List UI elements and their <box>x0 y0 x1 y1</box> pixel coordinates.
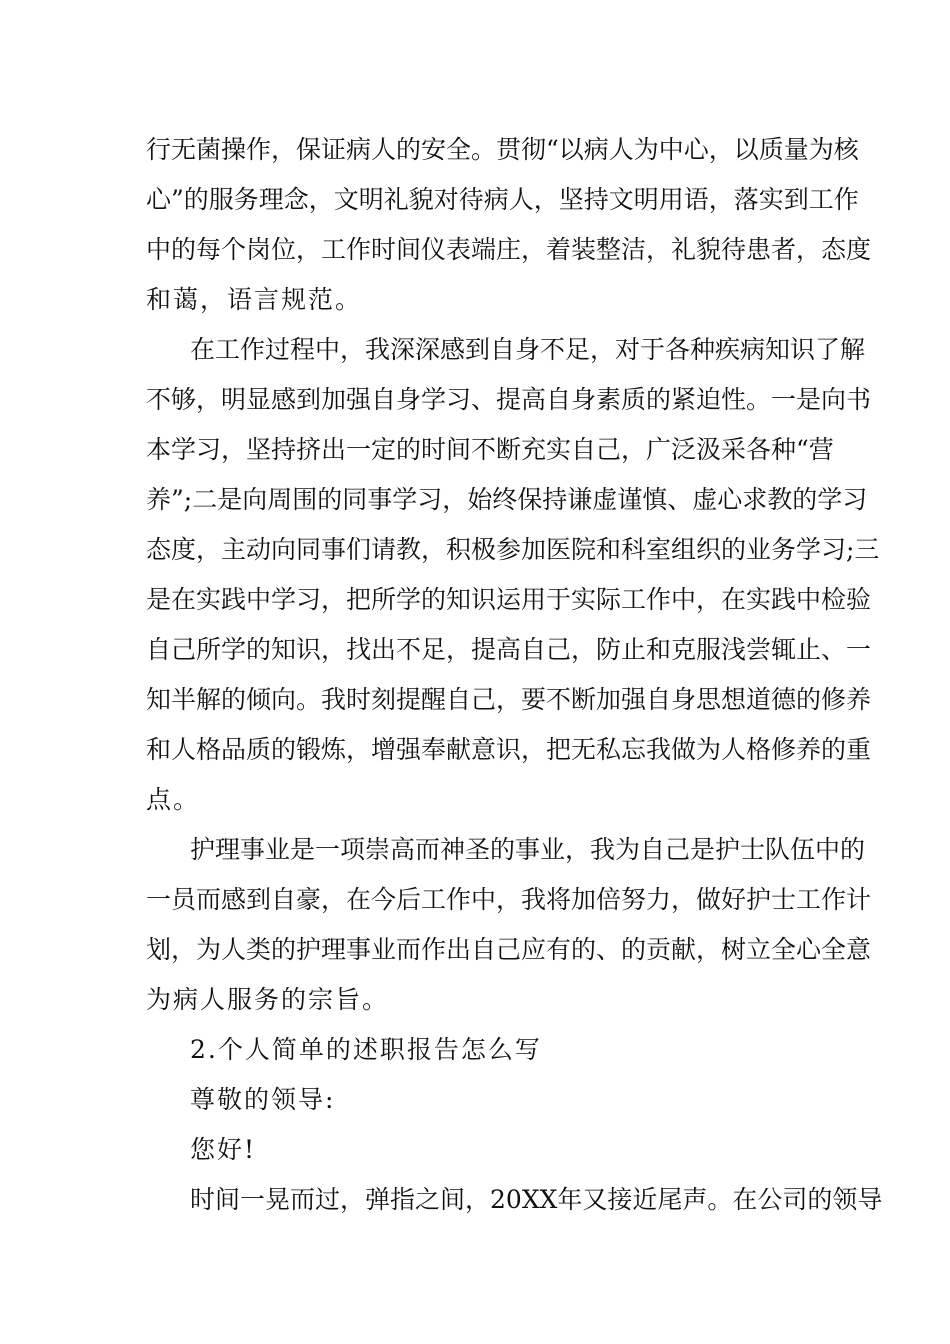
text-line: 一员而感到自豪，在今后工作中，我将加倍努力，做好护士工作计 <box>146 885 872 914</box>
text-line: 心”的服务理念，文明礼貌对待病人，坚持文明用语，落实到工作 <box>146 185 859 214</box>
section-heading: 2.个人简单的述职报告怎么写 <box>190 1035 542 1064</box>
text-line: 自己所学的知识，找出不足，提高自己，防止和克服浅尝辄止、一 <box>146 635 872 664</box>
text-line: 点。 <box>146 785 201 814</box>
text-line: 不够，明显感到加强自身学习、提高自身素质的紧迫性。一是向书 <box>146 385 872 414</box>
paragraph-first-line: 在工作过程中，我深深感到自身不足，对于各种疾病知识了解 <box>190 335 866 364</box>
text-line: 知半解的倾向。我时刻提醒自己，要不断加强自身思想道德的修养 <box>146 685 872 714</box>
text-line: 态度，主动向同事们请教，积极参加医院和科室组织的业务学习;三 <box>146 535 880 564</box>
text-line: 本学习，坚持挤出一定的时间不断充实自己，广泛汲采各种“营 <box>146 435 834 464</box>
text-line: 中的每个岗位，工作时间仪表端庄，着装整洁，礼貌待患者，态度 <box>146 235 872 264</box>
greeting: 您好! <box>190 1135 257 1164</box>
text-line: 是在实践中学习，把所学的知识运用于实际工作中，在实践中检验 <box>146 585 872 614</box>
text-line: 划，为人类的护理事业而作出自己应有的、的贡献，树立全心全意 <box>146 935 872 964</box>
text-line: 养”;二是向周围的同事学习，始终保持谦虚谨慎、虚心求教的学习 <box>146 485 868 514</box>
paragraph-first-line: 时间一晃而过，弹指之间，20XX年又接近尾声。在公司的领导 <box>190 1185 883 1214</box>
paragraph-first-line: 护理事业是一项崇高而神圣的事业，我为自己是护士队伍中的 <box>190 835 866 864</box>
salutation: 尊敬的领导: <box>190 1085 336 1114</box>
text-line: 和蔼，语言规范。 <box>146 285 363 314</box>
text-line: 为病人服务的宗旨。 <box>146 985 390 1014</box>
text-line: 和人格品质的锻炼，增强奉献意识，把无私忘我做为人格修养的重 <box>146 735 872 764</box>
text-line: 行无菌操作，保证病人的安全。贯彻“以病人为中心，以质量为核 <box>146 135 859 164</box>
